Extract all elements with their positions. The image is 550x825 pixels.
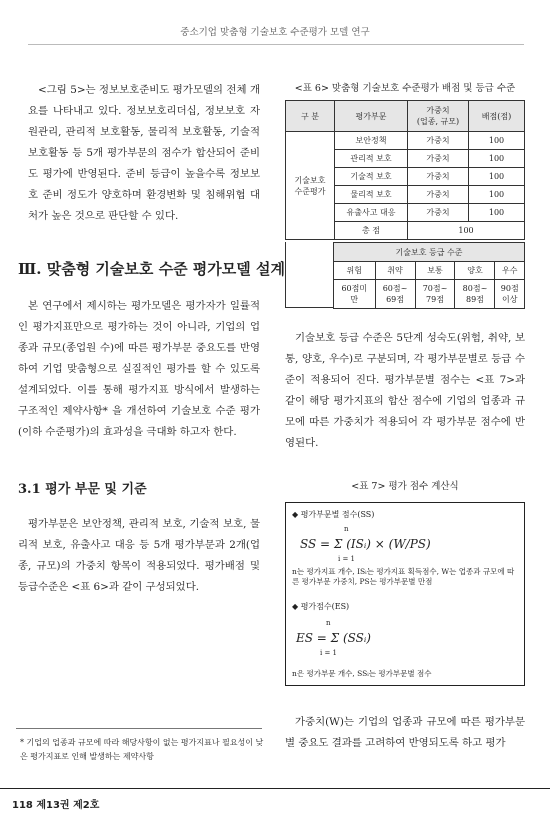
table6-grade-range: 60점~ 69점: [375, 280, 415, 309]
table6-cell: 가중치: [408, 132, 469, 150]
table6-total-label: 총 점: [335, 222, 408, 240]
formula-es: ES = Σ (SSᵢ): [296, 631, 371, 645]
table6-cell: 기술적 보호: [335, 168, 408, 186]
right-body: [285, 328, 525, 454]
table6-cell: 가중치: [408, 204, 469, 222]
table6-cell: 100: [469, 168, 525, 186]
footnote: * 기업의 업종과 규모에 따라 해당사항이 없는 평가지표나 필요성이 낮은 평가지표로 인해 발생하는 제약사항: [20, 738, 264, 761]
running-header: 중소기업 맞춤형 기술보호 수준평가 모델 연구: [180, 27, 370, 38]
formula-ss: SS = Σ (ISᵢ) × (W/PS): [300, 537, 431, 551]
table6-header: 구 분: [286, 101, 335, 132]
table6-grade-title: 기술보호 등급 수준: [334, 243, 525, 262]
table6: [285, 100, 525, 240]
paragraph-design: 본 연구에서 제시하는 평가모델은 평가자가 일률적인 평가지표만으로 평가하는 것이 아니라, 기업의 업종과 규모(종업원 수)에 따른 평가부문 중요도를 반영하여 기업 맞춤형으로 실질적인 평가를 할 수 있도록 설계되었다. 이를 통해 평가지표 방식에서 발생하는 구조적인 제약사항* 을 개선하여 기술보호 수준 평가(이하 수준평가)의 효과성을 극대화 하고자 한다.: [18, 300, 260, 438]
formula-ss-note: n는 평가지표 개수, ISᵢ는 평가지표 획득점수, W는 업종과 규모에 따른 평가부문 가중치, PS는 평가부문별 만점: [292, 567, 515, 586]
sum-lower-limit: i = 1: [320, 649, 338, 657]
table6-cell: 100: [469, 186, 525, 204]
left-column: [28, 80, 260, 227]
table6-grade-range: 70점~ 79점: [415, 280, 455, 309]
table6-grade-range: 80점~ 89점: [455, 280, 495, 309]
table6-cell: 보안정책: [335, 132, 408, 150]
paragraph-intro: <그림 5>는 정보보호준비도 평가모델의 전체 개요를 나타내고 있다. 정보보호리더십, 정보보호 자원관리, 관리적 보호활동, 물리적 보호활동, 기술적 보호활동 등 5개 평가부문의 점수가 합산되어 준비도 평가에 반영된다. 준비 등급이 높을수록 정보보호 준비 정도가 양호하며 환경변화 및 침해위협 대처가 높은 것으로 판단할 수 있다.: [28, 84, 260, 222]
footnote-rule: [16, 728, 262, 729]
table6-cell: 가중치: [408, 150, 469, 168]
table6-group-cell-extension: [285, 242, 333, 308]
page-footer: 118 제13권 제2호: [12, 800, 100, 811]
paragraph-weights: 가중치(W)는 기업의 업종과 규모에 따른 평가부문별 중요도 결과를 고려하여 반영되도록 하고 평가: [285, 716, 525, 749]
formula-label-ss: ◆ 평가부문별 점수(SS): [292, 510, 375, 519]
table6-grade-range: 60점미 만: [334, 280, 376, 309]
paragraph-grades: 기술보호 등급 수준은 5단계 성숙도(위험, 취약, 보통, 양호, 우수)로 구분되며, 각 평가부문별로 등급 수준이 적용되어 진다. 평가부문별 점수는 <표 7>과 같이 해당 평가지표의 합산 점수에 기업의 업종과 규모에 따른 가중치가 적용되어 각 평가부문 점수에 반영된다.: [285, 332, 525, 449]
table6-grade: 양호: [455, 262, 495, 280]
table6-caption: <표 6> 맞춤형 기술보호 수준평가 배점 및 등급 수준: [294, 83, 516, 94]
table6-grades: [333, 242, 525, 309]
formula-label-es: ◆ 평가점수(ES): [292, 602, 350, 611]
table6-group: 기술보호 수준평가: [286, 132, 335, 240]
table6-grade: 위험: [334, 262, 376, 280]
left-body: [18, 296, 260, 443]
footer-rule: [0, 788, 550, 789]
table6-cell: 100: [469, 204, 525, 222]
paragraph-criteria: 평가부문은 보안정책, 관리적 보호, 기술적 보호, 물리적 보호, 유출사고 대응 등 5개 평가부문과 2개(업종, 규모)의 가중치 항목이 적용되었다. 평가배점 및 등급수준은 <표 6>과 같이 구성되었다.: [18, 518, 260, 593]
sum-upper-limit: n: [326, 619, 331, 627]
table6-grade: 취약: [375, 262, 415, 280]
formula-es-note: n은 평가부문 개수, SSᵢ는 평가부문별 점수: [292, 669, 432, 678]
table6-cell: 물리적 보호: [335, 186, 408, 204]
table6-header: 평가부문: [335, 101, 408, 132]
subsection-heading: 3.1 평가 부문 및 기준: [18, 482, 147, 497]
table6-cell: 유출사고 대응: [335, 204, 408, 222]
table6-header: 가중치 (업종, 규모): [408, 101, 469, 132]
table6-total-value: 100: [408, 222, 525, 240]
table6-header: 배점(점): [469, 101, 525, 132]
header-rule: [28, 44, 524, 45]
section-heading: Ⅲ. 맞춤형 기술보호 수준 평가모델 설계: [18, 260, 285, 278]
sum-upper-limit: n: [344, 525, 349, 533]
table6-cell: 100: [469, 150, 525, 168]
table6-cell: 100: [469, 132, 525, 150]
table6-cell: 관리적 보호: [335, 150, 408, 168]
right-body-2: [285, 712, 525, 754]
table6-grade: 우수: [495, 262, 525, 280]
table6-grade-range: 90점 이상: [495, 280, 525, 309]
table7-caption: <표 7> 평가 점수 계산식: [351, 481, 459, 492]
left-body-2: [18, 514, 260, 598]
sum-lower-limit: i = 1: [338, 555, 356, 563]
table7-box: [285, 502, 525, 686]
table6-cell: 가중치: [408, 186, 469, 204]
table6-cell: 가중치: [408, 168, 469, 186]
table6-grade: 보통: [415, 262, 455, 280]
